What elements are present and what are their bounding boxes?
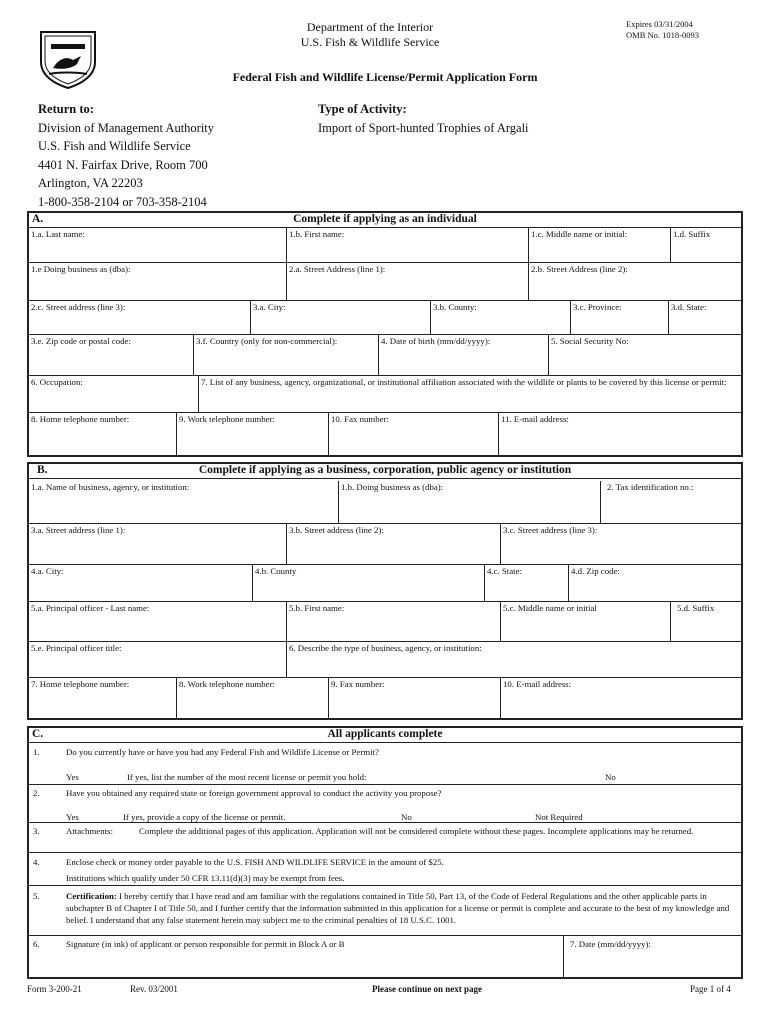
q5-label: Certification: [66, 891, 117, 901]
return-line-1: Division of Management Authority [38, 120, 215, 135]
a-last-name-field[interactable]: 1.a. Last name: [29, 228, 287, 263]
section-b-header [29, 464, 741, 479]
a-state-field[interactable]: 3.d. State: [669, 301, 741, 335]
c-question-4 [29, 853, 741, 886]
q2-yes-option[interactable]: Yes [66, 812, 79, 822]
section-a-letter: A. [32, 213, 44, 225]
omb-number: OMB No. 1018-0093 [626, 30, 699, 40]
b-describe-field[interactable]: 6. Describe the type of business, agency, or institution: [287, 642, 741, 678]
q2-number: 2. [33, 788, 40, 798]
a-suffix-field[interactable]: 1.d. Suffix [671, 228, 741, 263]
a-email-field[interactable]: 11. E-mail address: [501, 414, 569, 424]
department-header [250, 20, 490, 50]
q4-text: Enclose check or money order payable to the U.S. FISH AND WILDLIFE SERVICE in the amount of $25. [66, 857, 444, 867]
return-line-2: U.S. Fish and Wildlife Service [38, 139, 191, 153]
b-home-phone-field[interactable]: 7. Home telephone number: [29, 678, 177, 718]
q3-label: Attachments: [66, 826, 113, 836]
footer-page-number: Page 1 of 4 [690, 984, 731, 994]
a-home-phone-field[interactable]: 8. Home telephone number: [29, 413, 177, 455]
a-dba-field[interactable]: 1.e Doing business as (dba): [29, 263, 287, 301]
c-question-5 [29, 886, 741, 936]
section-b-letter: B. [37, 464, 48, 476]
section-c-header [29, 728, 741, 743]
q2-ifyes-note: If yes, provide a copy of the license or permit. [123, 812, 286, 822]
q5-text: I hereby certify that I have read and am familiar with the regulations contained in Title 50, Part 13, of the Code of Federal Regulations and the other applicable parts in subchapter B of Chapter I of Title 50, and I further certify that the information submitted in this application for a license or permit is complete and accurate to the best of my knowledge and belief. I understand that any false statement herein may subject me to the criminal penalties of 18 U.S.C. 1001. [66, 891, 730, 925]
b-fax-field[interactable]: 9. Fax number: [329, 678, 501, 718]
return-to-block [38, 100, 214, 211]
section-a-title: Complete if applying as an individual [293, 213, 477, 225]
b-officer-suffix-field[interactable]: 5.d. Suffix [671, 602, 741, 642]
b-officer-last-field[interactable]: 5.a. Principal officer - Last name: [29, 602, 287, 642]
c-question-1 [29, 743, 741, 785]
q7-date-field[interactable]: 7. Date (mm/dd/yyyy): [570, 939, 651, 949]
return-to-label: Return to: [38, 102, 94, 116]
a-city-field[interactable]: 3.a. City: [251, 301, 431, 335]
b-street3-field[interactable]: 3.c. Street address (line 3): [501, 524, 741, 565]
a-work-phone-field[interactable]: 9. Work telephone number: [177, 413, 329, 455]
q3-number: 3. [33, 826, 40, 836]
q2-text: Have you obtained any required state or foreign government approval to conduct the activity you propose? [66, 788, 442, 798]
section-c [27, 726, 743, 979]
a-first-name-field[interactable]: 1.b. First name: [287, 228, 529, 263]
b-name-field[interactable]: 1.a. Name of business, agency, or institution: [29, 481, 339, 524]
department-name: Department of the Interior [306, 20, 434, 34]
q2-not-required-option[interactable]: Not Required [535, 812, 583, 822]
a-ssn-field[interactable]: 5. Social Security No: [549, 335, 741, 376]
expires-date: Expires 03/31/2004 [626, 19, 693, 29]
q6-number: 6. [33, 939, 40, 949]
section-b-title: Complete if applying as a business, corporation, public agency or institution [198, 464, 572, 476]
b-zip-field[interactable]: 4.d. Zip code: [569, 565, 741, 602]
activity-value: Import of Sport-hunted Trophies of Argali [318, 120, 529, 135]
a-affiliation-field[interactable]: 7. List of any business, agency, organizational, or institutional affiliation associated with the wildlife or plants to be covered by this license or permit: [199, 376, 741, 413]
q1-yes-option[interactable]: Yes [66, 772, 79, 782]
a-fax-field[interactable]: 10. Fax number: [329, 413, 499, 455]
b-work-phone-field[interactable]: 8. Work telephone number: [177, 678, 329, 718]
footer-revision: Rev. 03/2001 [130, 984, 178, 994]
q1-no-option[interactable]: No [605, 772, 616, 782]
a-zip-field[interactable]: 3.e. Zip code or postal code: [29, 335, 194, 376]
activity-block [318, 100, 529, 137]
b-officer-title-field[interactable]: 5.e. Principal officer title: [29, 642, 287, 678]
b-email-field[interactable]: 10. E-mail address: [503, 679, 572, 689]
q6-signature-field[interactable]: Signature (in ink) of applicant or person responsible for permit in Block A or B [66, 939, 345, 949]
q1-license-number-field[interactable]: If yes, list the number of the most recent license or permit you hold: [127, 772, 367, 782]
b-city-field[interactable]: 4.a. City: [29, 565, 253, 602]
c-question-6 [29, 936, 741, 977]
a-province-field[interactable]: 3.c. Province: [571, 301, 669, 335]
q5-certification [66, 890, 736, 926]
c-question-3 [29, 823, 741, 853]
q1-number: 1. [33, 747, 40, 757]
b-street1-field[interactable]: 3.a. Street address (line 1): [29, 524, 287, 565]
a-street1-field[interactable]: 2.a. Street Address (line 1): [287, 263, 529, 301]
section-b [27, 462, 743, 720]
b-county-field[interactable]: 4.b. County [253, 565, 485, 602]
a-country-field[interactable]: 3.f. Country (only for non-commercial): [194, 335, 379, 376]
q1-text: Do you currently have or have you had any Federal Fish and Wildlife License or Permit? [66, 747, 379, 757]
q3-text: Complete the additional pages of this application. Application will not be considered complete without these pages. Incomplete applications may be returned. [139, 826, 694, 836]
b-officer-first-field[interactable]: 5.b. First name: [287, 602, 501, 642]
b-street2-field[interactable]: 3.b. Street address (line 2): [287, 524, 501, 565]
b-officer-middle-field[interactable]: 5.c. Middle name or initial [501, 602, 671, 642]
b-state-field[interactable]: 4.c. State: [485, 565, 569, 602]
section-c-title: All applicants complete [327, 728, 443, 740]
b-dba-field[interactable]: 1.b. Doing business as (dba): [339, 481, 601, 524]
return-line-3: 4401 N. Fairfax Drive, Room 700 [38, 157, 208, 172]
activity-label: Type of Activity: [318, 102, 407, 116]
a-county-field[interactable]: 3.b. County: [431, 301, 571, 335]
section-c-letter: C. [32, 728, 44, 740]
a-street2-field[interactable]: 2.b. Street Address (line 2): [529, 263, 741, 301]
q4-number: 4. [33, 857, 40, 867]
a-street3-field[interactable]: 2.c. Street address (line 3): [29, 301, 251, 335]
q6-divider [563, 936, 564, 977]
form-title: Federal Fish and Wildlife License/Permit Application Form [232, 70, 538, 84]
a-occupation-field[interactable]: 6. Occupation: [29, 376, 199, 413]
footer-continue: Please continue on next page [372, 984, 482, 994]
a-middle-name-field[interactable]: 1.c. Middle name or initial: [529, 228, 671, 263]
b-tax-id-field[interactable]: 2. Tax identification no.: [601, 481, 741, 524]
section-a [27, 211, 743, 457]
q4-exempt-note: Institutions which qualify under 50 CFR 13.11(d)(3) may be exempt from fees. [66, 873, 345, 883]
footer-form-number: Form 3-200-21 [27, 984, 82, 994]
q5-number: 5. [33, 891, 40, 901]
omb-info [626, 19, 699, 41]
return-line-4: Arlington, VA 22203 [38, 176, 143, 190]
q2-no-option[interactable]: No [401, 812, 412, 822]
c-question-2 [29, 785, 741, 823]
section-a-header [29, 213, 741, 228]
agency-name: U.S. Fish & Wildlife Service [300, 35, 440, 49]
a-dob-field[interactable]: 4. Date of birth (mm/dd/yyyy): [379, 335, 549, 376]
return-line-5: 1-800-358-2104 or 703-358-2104 [38, 194, 207, 209]
